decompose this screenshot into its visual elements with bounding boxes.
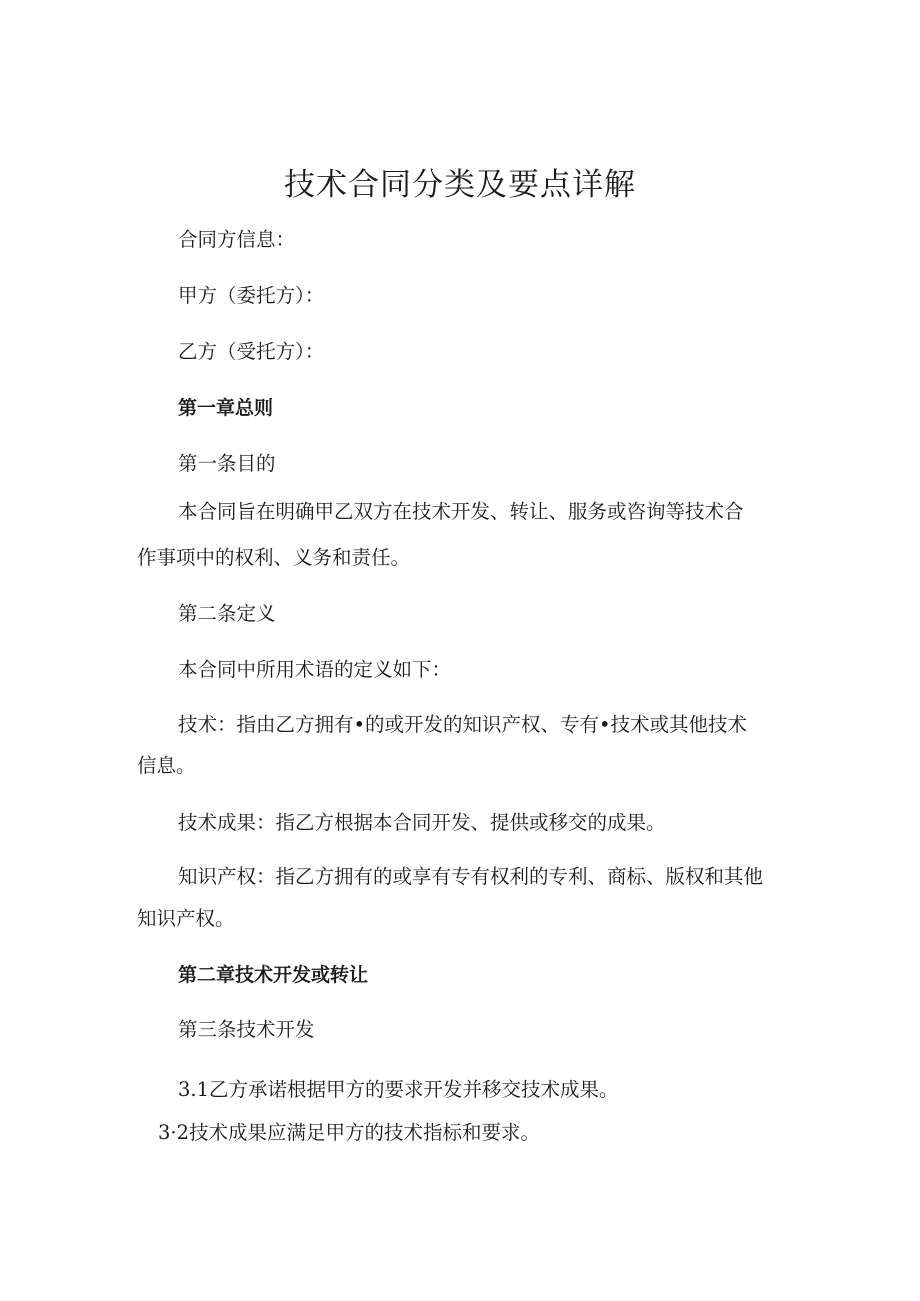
clause-3-1: 3.1乙方承诺根据甲方的要求开发并移交技术成果。 xyxy=(178,1078,619,1101)
definition-tech-result: 技术成果：指乙方根据本合同开发、提供或移交的成果。 xyxy=(178,811,666,834)
definition-technology-line1: 技术：指由乙方拥有•的或开发的知识产权、专有•技术或其他技术 xyxy=(178,713,748,736)
article-3-title: 第三条技术开发 xyxy=(178,1018,315,1041)
article-1-text-line1: 本合同旨在明确甲乙双方在技术开发、转让、服务或咨询等技术合 xyxy=(178,500,744,523)
chapter-1-heading: 第一章总则 xyxy=(178,397,274,419)
article-1-title: 第一条目的 xyxy=(178,452,276,475)
article-2-title: 第二条定义 xyxy=(178,602,276,625)
party-a-label: 甲方（委托方）： xyxy=(178,284,325,307)
definition-technology-line2: 信息。 xyxy=(137,754,196,777)
party-b-label: 乙方（受托方）： xyxy=(178,340,325,363)
clause-3-2: 3·2技术成果应满足甲方的技术指标和要求。 xyxy=(158,1121,541,1144)
definition-ip-line2: 知识产权。 xyxy=(137,907,235,930)
document-title: 技术合同分类及要点详解 xyxy=(284,167,636,203)
definition-ip-line1: 知识产权：指乙方拥有的或享有专有权利的专利、商标、版权和其他 xyxy=(178,865,764,888)
article-1-text-line2: 作事项中的权利、义务和责任。 xyxy=(137,546,411,569)
chapter-2-heading: 第二章技术开发或转让 xyxy=(178,964,369,986)
article-2-intro: 本合同中所用术语的定义如下： xyxy=(178,658,452,681)
parties-heading: 合同方信息： xyxy=(178,228,296,251)
